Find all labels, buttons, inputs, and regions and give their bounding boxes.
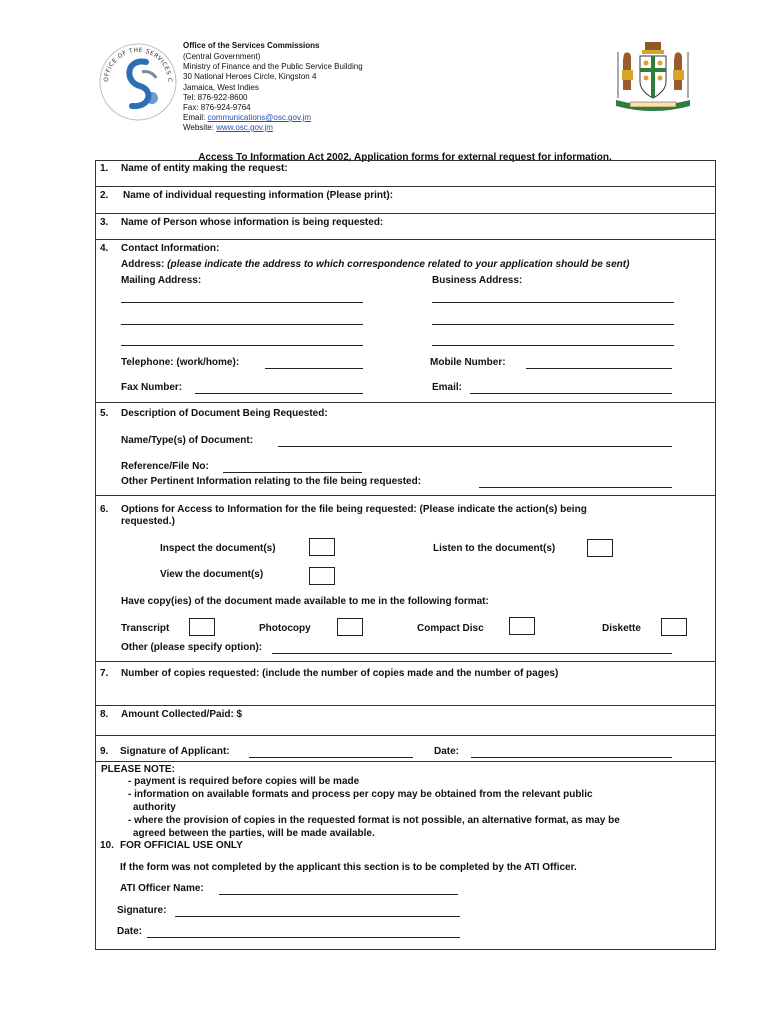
divider xyxy=(95,495,715,496)
reference-field[interactable] xyxy=(223,472,362,473)
copy-format-label: Have copy(ies) of the document made available to me in the following format: xyxy=(121,596,489,607)
fax-label: Fax Number: xyxy=(121,382,183,393)
applicant-date-label: Date: xyxy=(434,746,460,757)
reference-label: Reference/File No: xyxy=(121,461,209,472)
officer-date-label: Date: xyxy=(117,926,143,937)
q6-label-line2: requested.) xyxy=(121,516,175,527)
address-label: Address: xyxy=(121,259,168,270)
officer-name-field[interactable] xyxy=(219,894,458,895)
divider xyxy=(95,761,715,762)
q4-number: 4. xyxy=(100,243,109,254)
other-format-label: Other (please specify option): xyxy=(121,642,263,653)
note-line: authority xyxy=(133,802,176,813)
divider xyxy=(95,402,715,403)
header-line: Ministry of Finance and the Public Service Building xyxy=(183,62,363,71)
mailing-address-line-2[interactable] xyxy=(121,324,363,325)
listen-checkbox[interactable] xyxy=(587,539,613,557)
q9-number: 9. xyxy=(100,746,109,757)
q5-number: 5. xyxy=(100,408,109,419)
email-field[interactable] xyxy=(470,393,672,394)
q8-number: 8. xyxy=(100,709,109,720)
header-org-name: Office of the Services Commissions xyxy=(183,41,320,50)
q1-number: 1. xyxy=(100,163,109,174)
email-field-label: Email: xyxy=(432,382,463,393)
q7-number: 7. xyxy=(100,668,109,679)
transcript-checkbox[interactable] xyxy=(189,618,215,636)
address-note: (please indicate the address to which correspondence related to your application should be sent) xyxy=(167,259,630,270)
divider xyxy=(95,661,715,662)
business-address-line-3[interactable] xyxy=(432,345,674,346)
document-name-field[interactable] xyxy=(278,446,672,447)
q5-label: Description of Document Being Requested: xyxy=(121,408,328,419)
diskette-label: Diskette xyxy=(602,623,641,634)
telephone-label: Telephone: (work/home): xyxy=(121,357,240,368)
listen-label: Listen to the document(s) xyxy=(433,543,556,554)
note-line: agreed between the parties, will be made available. xyxy=(133,828,375,839)
website-label: Website: xyxy=(183,123,217,132)
website-link[interactable]: www.osc.gov.jm xyxy=(216,123,273,132)
mailing-address-line-3[interactable] xyxy=(121,345,363,346)
mailing-address-line-1[interactable] xyxy=(121,302,363,303)
officer-signature-label: Signature: xyxy=(117,905,167,916)
transcript-label: Transcript xyxy=(121,623,170,634)
photocopy-checkbox[interactable] xyxy=(337,618,363,636)
photocopy-label: Photocopy xyxy=(259,623,311,634)
other-format-field[interactable] xyxy=(272,653,672,654)
telephone-field[interactable] xyxy=(265,368,363,369)
compact-disc-checkbox[interactable] xyxy=(509,617,535,635)
view-label: View the document(s) xyxy=(160,569,264,580)
applicant-signature-field[interactable] xyxy=(249,757,413,758)
note-line: - where the provision of copies in the requested format is not possible, an alternative format, as may be xyxy=(128,815,620,826)
official-use-heading: FOR OFFICIAL USE ONLY xyxy=(120,840,243,851)
officer-signature-field[interactable] xyxy=(175,916,460,917)
note-title: PLEASE NOTE: xyxy=(101,764,175,775)
divider xyxy=(95,186,715,187)
other-info-label: Other Pertinent Information relating to the file being requested: xyxy=(121,476,422,487)
svg-text:OFFICE OF THE SERVICES COMMISS: OFFICE OF THE SERVICES C xyxy=(102,46,174,83)
osc-seal-logo xyxy=(96,38,180,122)
jamaica-coat-of-arms xyxy=(612,40,694,112)
officer-name-label: ATI Officer Name: xyxy=(120,883,204,894)
note-line: - payment is required before copies will be made xyxy=(128,776,360,787)
compact-disc-label: Compact Disc xyxy=(417,623,484,634)
business-address-line-1[interactable] xyxy=(432,302,674,303)
email-link[interactable]: communications@osc.gov.jm xyxy=(207,113,312,122)
officer-date-field[interactable] xyxy=(147,937,460,938)
address-instruction xyxy=(121,259,629,270)
note-line: - information on available formats and process per copy may be obtained from the relevant public xyxy=(128,789,593,800)
form-title: Access To Information Act 2002, Application forms for external request for information. xyxy=(198,152,612,163)
header-fax: Fax: 876-924-9764 xyxy=(183,103,251,112)
q6-label-line1: Options for Access to Information for the file being requested: (Please indicate the action(s) being xyxy=(121,504,587,515)
q6-number: 6. xyxy=(100,504,109,515)
fax-field[interactable] xyxy=(195,393,363,394)
q3-number: 3. xyxy=(100,217,109,228)
header-line: 30 National Heroes Circle, Kingston 4 xyxy=(183,72,317,81)
applicant-signature-label: Signature of Applicant: xyxy=(120,746,230,757)
mobile-field[interactable] xyxy=(526,368,672,369)
q2-number: 2. xyxy=(100,190,109,201)
inspect-checkbox[interactable] xyxy=(309,538,335,556)
header-line: Jamaica, West Indies xyxy=(183,83,259,92)
other-info-field[interactable] xyxy=(479,487,672,488)
mailing-address-label: Mailing Address: xyxy=(121,275,202,286)
header-tel: Tel: 876-922-8600 xyxy=(183,93,248,102)
q1-label: Name of entity making the request: xyxy=(121,163,288,174)
header-website-row xyxy=(183,123,273,133)
header-line: (Central Government) xyxy=(183,52,261,61)
business-address-label: Business Address: xyxy=(432,275,523,286)
divider xyxy=(95,735,715,736)
diskette-checkbox[interactable] xyxy=(661,618,687,636)
mobile-label: Mobile Number: xyxy=(430,357,506,368)
document-name-label: Name/Type(s) of Document: xyxy=(121,435,254,446)
inspect-label: Inspect the document(s) xyxy=(160,543,276,554)
divider xyxy=(95,239,715,240)
divider xyxy=(95,705,715,706)
business-address-line-2[interactable] xyxy=(432,324,674,325)
q7-label: Number of copies requested: (include the number of copies made and the number of pages) xyxy=(121,668,559,679)
q8-label: Amount Collected/Paid: $ xyxy=(121,709,243,720)
q3-label: Name of Person whose information is being requested: xyxy=(121,217,384,228)
header-email-row xyxy=(183,113,311,123)
q2-label: Name of individual requesting information (Please print): xyxy=(123,190,394,201)
applicant-date-field[interactable] xyxy=(471,757,672,758)
q10-number: 10. xyxy=(100,840,114,851)
q4-label: Contact Information: xyxy=(121,243,220,254)
email-label: Email: xyxy=(183,113,208,122)
view-checkbox[interactable] xyxy=(309,567,335,585)
official-instruction: If the form was not completed by the applicant this section is to be completed by the ATI Officer. xyxy=(120,862,577,873)
divider xyxy=(95,213,715,214)
